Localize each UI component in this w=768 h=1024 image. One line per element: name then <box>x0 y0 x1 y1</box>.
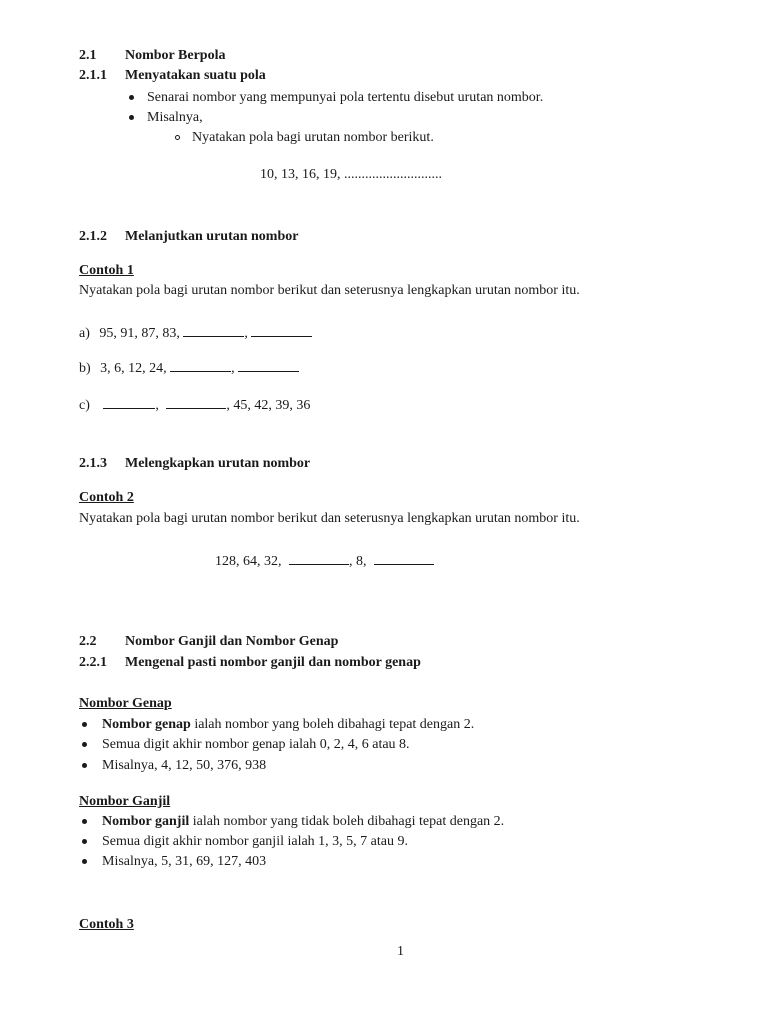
subsection-title: Melengkapkan urutan nombor <box>125 456 311 471</box>
subsection-number: 2.2.1 <box>79 655 107 670</box>
question-a <box>79 324 312 342</box>
number-sequence <box>215 552 434 570</box>
question-b <box>79 359 299 377</box>
genap-definition <box>102 717 474 733</box>
answer-blank <box>103 396 155 409</box>
question-label: b) <box>79 361 91 376</box>
bullet-icon <box>82 722 87 727</box>
bullet-icon <box>82 839 87 844</box>
sequence-mid: , 8, <box>349 554 367 569</box>
ganjil-heading: Nombor Ganjil <box>79 794 171 809</box>
subsection-number: 2.1.3 <box>79 456 107 471</box>
question-label: a) <box>79 326 90 341</box>
question-label: c) <box>79 398 90 413</box>
question-sequence: 95, 91, 87, 83, <box>99 326 180 341</box>
question-sequence: 3, 6, 12, 24, <box>100 361 167 376</box>
genap-heading: Nombor Genap <box>79 696 172 711</box>
bullet-icon <box>82 819 87 824</box>
subsection-title: Menyatakan suatu pola <box>125 68 266 83</box>
page-number: 1 <box>397 944 404 959</box>
bullet-text: Misalnya, 5, 31, 69, 127, 403 <box>102 854 267 869</box>
bullet-text: Misalnya, 4, 12, 50, 376, 938 <box>102 758 267 773</box>
bullet-text: Semua digit akhir nombor genap ialah 0, 2, 4, 6 atau 8. <box>102 737 410 752</box>
number-sequence: 10, 13, 16, 19, ............................ <box>260 167 442 182</box>
bold-term: Nombor ganjil <box>102 814 190 829</box>
example-instruction: Nyatakan pola bagi urutan nombor berikut dan seterusnya lengkapkan urutan nombor itu. <box>79 283 580 298</box>
sub-bullet-icon <box>175 135 180 140</box>
bullet-text: Senarai nombor yang mempunyai pola tertentu disebut urutan nombor. <box>147 90 544 105</box>
ganjil-definition <box>102 814 504 830</box>
separator: , <box>155 398 159 413</box>
bullet-icon <box>129 95 134 100</box>
separator: , <box>231 361 235 376</box>
bullet-icon <box>82 742 87 747</box>
subsection-title: Melanjutkan urutan nombor <box>125 229 299 244</box>
sequence-start: 128, 64, 32, <box>215 554 282 569</box>
example-title: Contoh 1 <box>79 263 134 278</box>
answer-blank <box>289 552 349 565</box>
bold-term: Nombor genap <box>102 717 191 732</box>
sub-bullet-text: Nyatakan pola bagi urutan nombor berikut. <box>192 130 434 145</box>
definition-text: ialah nombor yang tidak boleh dibahagi tepat dengan 2. <box>189 814 505 829</box>
answer-blank <box>183 324 244 337</box>
separator: , <box>244 326 248 341</box>
example-instruction: Nyatakan pola bagi urutan nombor berikut dan seterusnya lengkapkan urutan nombor itu. <box>79 511 580 526</box>
answer-blank <box>374 552 434 565</box>
answer-blank <box>170 359 231 372</box>
bullet-text: Semua digit akhir nombor ganjil ialah 1, 3, 5, 7 atau 9. <box>102 834 408 849</box>
section-number: 2.2 <box>79 634 97 649</box>
definition-text: ialah nombor yang boleh dibahagi tepat dengan 2. <box>190 717 475 732</box>
answer-blank <box>238 359 299 372</box>
subsection-number: 2.1.2 <box>79 229 107 244</box>
subsection-number: 2.1.1 <box>79 68 107 83</box>
question-sequence: , 45, 42, 39, 36 <box>226 398 311 413</box>
bullet-icon <box>82 763 87 768</box>
question-c <box>79 396 310 414</box>
section-title: Nombor Berpola <box>125 48 226 63</box>
bullet-icon <box>82 859 87 864</box>
bullet-icon <box>129 115 134 120</box>
section-number: 2.1 <box>79 48 97 63</box>
answer-blank <box>166 396 226 409</box>
section-title: Nombor Ganjil dan Nombor Genap <box>125 634 339 649</box>
example-title: Contoh 3 <box>79 917 134 932</box>
bullet-text: Misalnya, <box>147 110 203 125</box>
answer-blank <box>251 324 312 337</box>
example-title: Contoh 2 <box>79 490 134 505</box>
subsection-title: Mengenal pasti nombor ganjil dan nombor genap <box>125 655 421 670</box>
